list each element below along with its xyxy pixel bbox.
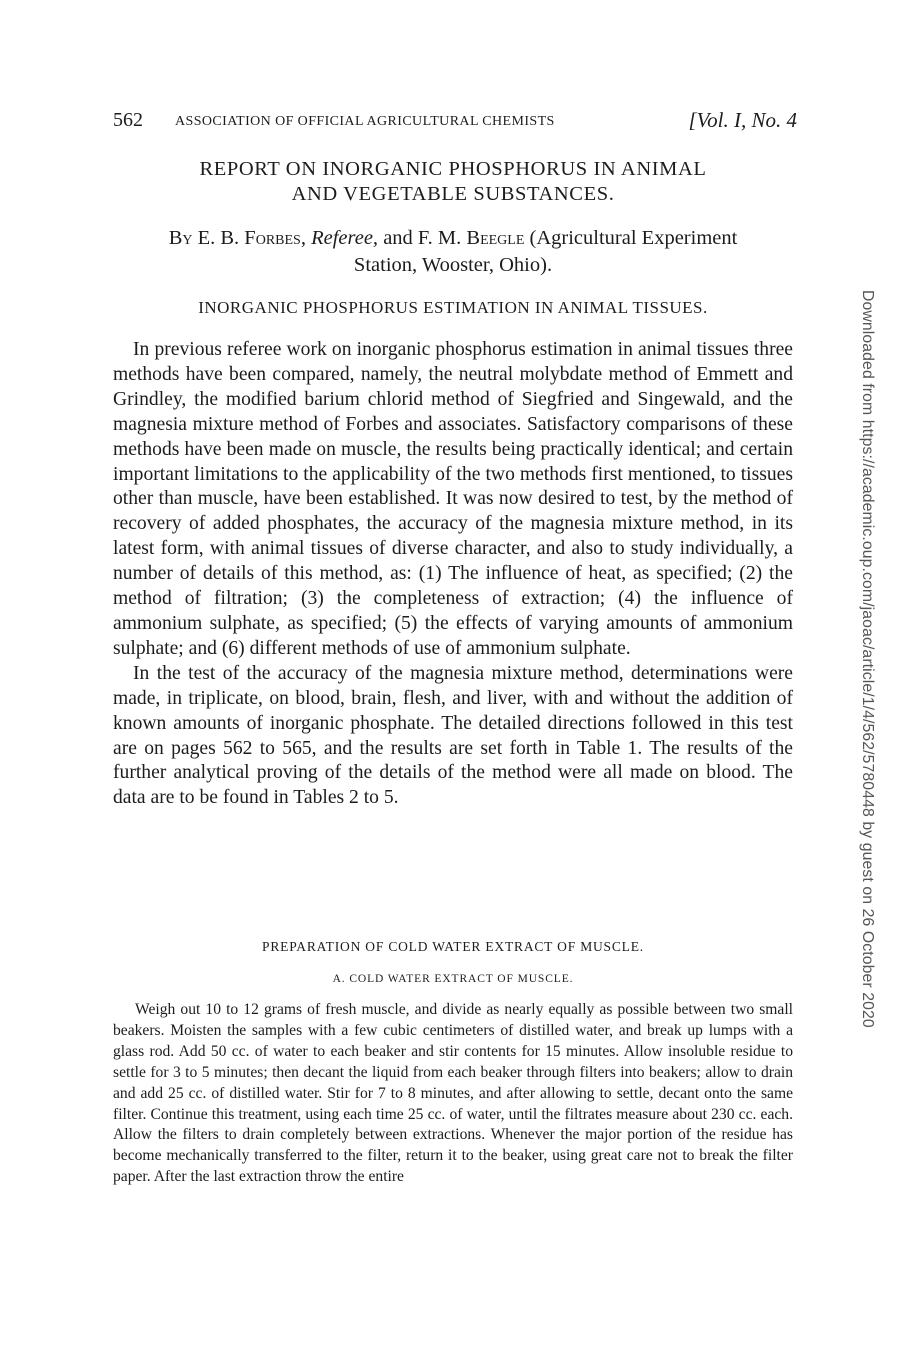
introduction-text — [113, 338, 793, 811]
affiliation-part-1: (Agricultural Experiment — [529, 227, 738, 249]
byline — [113, 225, 793, 279]
article-title — [113, 157, 793, 207]
byline-by: By — [168, 227, 193, 249]
page-number: 562 — [113, 109, 143, 131]
download-watermark — [858, 290, 882, 1070]
byline-and: and — [383, 227, 413, 249]
procedure-paragraph: Weigh out 10 to 12 grams of fresh muscle, and divide as nearly equally as possible between two small beakers. Moisten the samples with a few cubic centimeters of distilled water, and break up lumps with a glass rod. Add 50 cc. of water to each beaker and stir contents for 15 minutes. Allow insoluble residue to settle for 3 to 5 minutes; then decant the liquid from each beaker through filters into beakers; allow to drain and add 25 cc. of distilled water. Stir for 7 to 8 minutes, and after allowing to settle, decant onto the same filter. Continue this treatment, using each time 25 cc. of water, until the filtrates measure about 230 cc. each. Allow the filters to drain completely between extractions. Whenever the major portion of the residue has become mechanically transferred to the filter, return it to the beaker, using great care not to break the filter paper. After the last extraction throw the entire — [113, 1001, 793, 1186]
affiliation-part-2: Station, Wooster, Ohio). — [353, 254, 553, 276]
procedure-subheading: A. COLD WATER EXTRACT OF MUSCLE. — [332, 973, 574, 985]
section-heading: INORGANIC PHOSPHORUS ESTIMATION IN ANIMAL TISSUES. — [198, 298, 708, 317]
watermark-text: Downloaded from https://academic.oup.com/jaoac/article/1/4/562/5780448 by guest on 26 October 2020 — [859, 290, 876, 1028]
author-beegle: F. M. Beegle — [417, 227, 525, 249]
byline-line-1 — [113, 225, 793, 252]
title-line-2: AND VEGETABLE SUBSTANCES. — [291, 183, 615, 205]
preparation-heading: PREPARATION OF COLD WATER EXTRACT OF MUSCLE. — [262, 939, 644, 954]
paragraph-1: In previous referee work on inorganic phosphorus estimation in animal tissues three methods have been compared, namely, the neutral molybdate method of Emmett and Grindley, the modified barium chlorid method of Siegfried and Singewald, and the magnesia mixture method of Forbes and associates. Satisfactory comparisons of these methods have been made on muscle, the results being practically identical; and certain important limitations to the applicability of the two methods first mentioned, to tissues other than muscle, have been established. It was now desired to test, by the method of recovery of added phosphates, the accuracy of the magnesia mixture method, in its latest form, with animal tissues of diverse character, and also to study individually, a number of details of this method, as: (1) The influence of heat, as specified; (2) the method of filtration; (3) the completeness of extraction; (4) the influence of ammonium sulphate, as specified; (5) the effects of varying amounts of ammonium sulphate; and (6) different methods of use of ammonium sulphate. — [113, 339, 793, 659]
title-line-1: REPORT ON INORGANIC PHOSPHORUS IN ANIMAL — [199, 158, 707, 180]
running-header — [113, 109, 797, 139]
volume-issue: [Vol. I, No. 4 — [688, 108, 797, 132]
journal-name: ASSOCIATION OF OFFICIAL AGRICULTURAL CHEMISTS — [175, 114, 555, 129]
author-forbes: E. B. Forbes, — [197, 227, 306, 249]
procedure-text — [113, 1000, 793, 1188]
author-role: Referee, — [311, 227, 379, 249]
paragraph-2: In the test of the accuracy of the magnesia mixture method, determinations were made, in triplicate, on blood, brain, flesh, and liver, with and without the addition of known amounts of inorganic phosphate. The detailed directions followed in this test are on pages 562 to 565, and the results are set forth in Table 1. The results of the further analytical proving of the details of the method were all made on blood. The data are to be found in Tables 2 to 5. — [113, 662, 793, 809]
